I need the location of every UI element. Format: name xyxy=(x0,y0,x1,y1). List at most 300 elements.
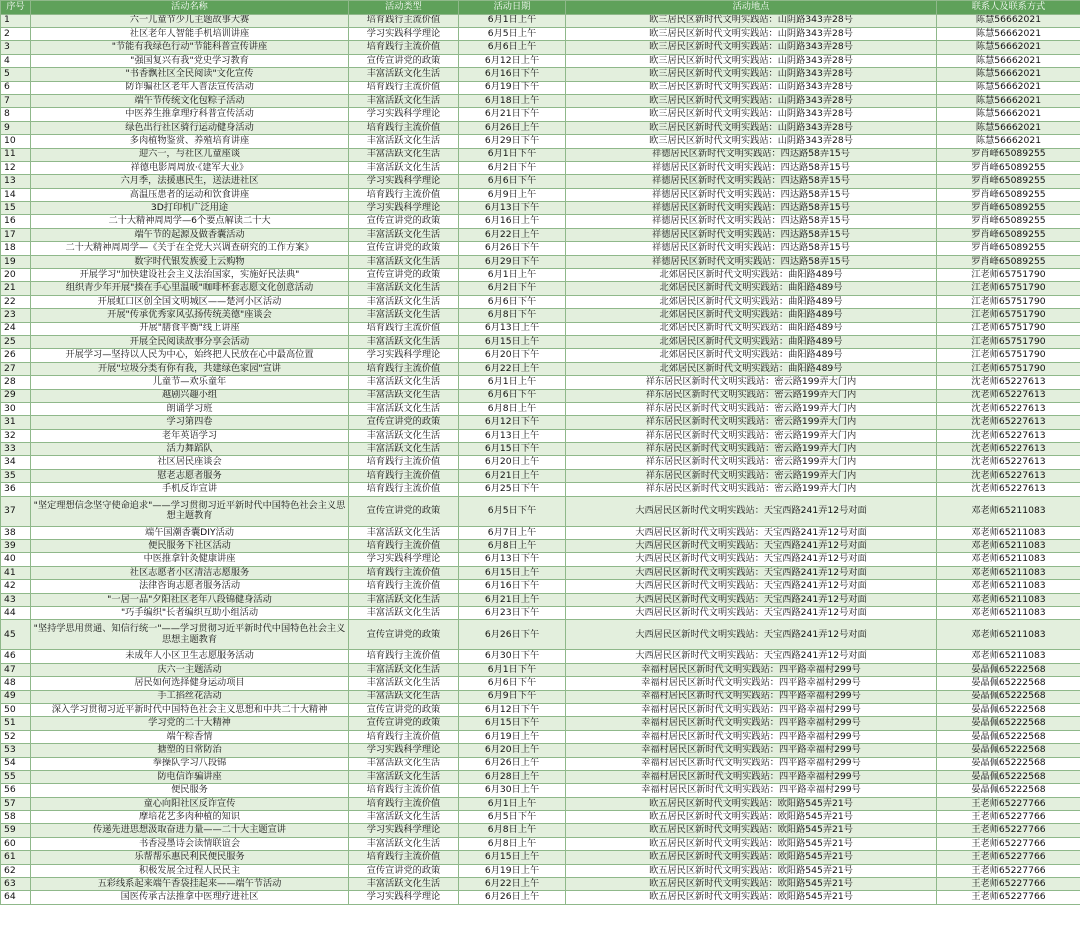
activity-date: 6月22日上午 xyxy=(459,362,566,375)
activity-type: 宣传宣讲党的政策 xyxy=(349,717,459,730)
table-row xyxy=(1,703,1080,716)
contact: 王老师65227766 xyxy=(937,824,1080,837)
row-index: 23 xyxy=(1,309,31,322)
activity-type: 丰富活跃文化生活 xyxy=(349,811,459,824)
header-activity-date: 活动日期 xyxy=(459,1,566,15)
activity-location: 大西居民区新时代文明实践站：天宝西路241弄12号对面 xyxy=(566,566,937,579)
row-index: 47 xyxy=(1,663,31,676)
contact: 王老师65227766 xyxy=(937,811,1080,824)
activity-date: 6月13日下午 xyxy=(459,202,566,215)
activity-location: 幸福村居民区新时代文明实践站：四平路幸福村299号 xyxy=(566,717,937,730)
contact: 沈老师65227613 xyxy=(937,469,1080,482)
row-index: 49 xyxy=(1,690,31,703)
table-row xyxy=(1,335,1080,348)
contact: 晏晶佩65222568 xyxy=(937,744,1080,757)
activity-location: 欧三居民区新时代文明实践站：山阴路343弄28号 xyxy=(566,68,937,81)
table-row xyxy=(1,269,1080,282)
table-row xyxy=(1,677,1080,690)
activity-name: 国医传承古法推拿中医理疗进社区 xyxy=(31,891,349,904)
activity-type: 丰富活跃文化生活 xyxy=(349,429,459,442)
activity-location: 幸福村居民区新时代文明实践站：四平路幸福村299号 xyxy=(566,744,937,757)
activity-type: 丰富活跃文化生活 xyxy=(349,402,459,415)
row-index: 8 xyxy=(1,108,31,121)
contact: 晏晶佩65222568 xyxy=(937,703,1080,716)
activity-date: 6月9日下午 xyxy=(459,690,566,703)
activity-date: 6月1日上午 xyxy=(459,269,566,282)
row-index: 55 xyxy=(1,770,31,783)
contact: 罗肖峰65089255 xyxy=(937,175,1080,188)
activity-type: 丰富活跃文化生活 xyxy=(349,228,459,241)
contact: 江老师65751790 xyxy=(937,295,1080,308)
activity-date: 6月13日上午 xyxy=(459,429,566,442)
row-index: 16 xyxy=(1,215,31,228)
activity-location: 祥德居民区新时代文明实践站：四达路58弄15号 xyxy=(566,148,937,161)
activity-location: 欧三居民区新时代文明实践站：山阴路343弄28号 xyxy=(566,108,937,121)
activity-location: 北郊居民区新时代文明实践站：曲阳路489号 xyxy=(566,322,937,335)
activity-type: 培育践行主流价值 xyxy=(349,322,459,335)
activity-type: 丰富活跃文化生活 xyxy=(349,148,459,161)
activity-date: 6月18日上午 xyxy=(459,94,566,107)
activity-date: 6月20日上午 xyxy=(459,744,566,757)
activity-type: 宣传宣讲党的政策 xyxy=(349,242,459,255)
row-index: 53 xyxy=(1,744,31,757)
activity-name: "书香飘社区全民阅读"文化宣传 xyxy=(31,68,349,81)
activity-date: 6月12日下午 xyxy=(459,703,566,716)
activity-date: 6月1日上午 xyxy=(459,376,566,389)
table-row xyxy=(1,553,1080,566)
row-index: 4 xyxy=(1,54,31,67)
row-index: 57 xyxy=(1,797,31,810)
activity-name: "强国复兴有我"党史学习教育 xyxy=(31,54,349,67)
row-index: 2 xyxy=(1,27,31,40)
activity-date: 6月26日下午 xyxy=(459,620,566,650)
activity-name: 祥德电影周周放·《建军大业》 xyxy=(31,161,349,174)
activity-location: 祥德居民区新时代文明实践站：四达路58弄15号 xyxy=(566,175,937,188)
table-row xyxy=(1,215,1080,228)
table-row xyxy=(1,757,1080,770)
row-index: 37 xyxy=(1,496,31,526)
activity-location: 欧五居民区新时代文明实践站：欧阳路545弄21号 xyxy=(566,851,937,864)
activity-location: 幸福村居民区新时代文明实践站：四平路幸福村299号 xyxy=(566,677,937,690)
activity-date: 6月2日下午 xyxy=(459,161,566,174)
table-row xyxy=(1,161,1080,174)
activity-location: 大西居民区新时代文明实践站：天宝西路241弄12号对面 xyxy=(566,496,937,526)
activity-type: 丰富活跃文化生活 xyxy=(349,135,459,148)
activity-location: 北郊居民区新时代文明实践站：曲阳路489号 xyxy=(566,282,937,295)
activity-name: 学习党的二十大精神 xyxy=(31,717,349,730)
header-activity-location: 活动地点 xyxy=(566,1,937,15)
activity-type: 培育践行主流价值 xyxy=(349,188,459,201)
row-index: 28 xyxy=(1,376,31,389)
table-row xyxy=(1,27,1080,40)
contact: 江老师65751790 xyxy=(937,349,1080,362)
contact: 沈老师65227613 xyxy=(937,376,1080,389)
table-row xyxy=(1,620,1080,650)
contact: 沈老师65227613 xyxy=(937,416,1080,429)
table-row xyxy=(1,851,1080,864)
table-row xyxy=(1,295,1080,308)
contact: 罗肖峰65089255 xyxy=(937,255,1080,268)
table-row xyxy=(1,607,1080,620)
table-row xyxy=(1,349,1080,362)
row-index: 40 xyxy=(1,553,31,566)
row-index: 22 xyxy=(1,295,31,308)
row-index: 15 xyxy=(1,202,31,215)
activity-date: 6月30日上午 xyxy=(459,784,566,797)
activity-date: 6月6日上午 xyxy=(459,41,566,54)
activity-location: 幸福村居民区新时代文明实践站：四平路幸福村299号 xyxy=(566,663,937,676)
activity-name: 端午粽香情 xyxy=(31,730,349,743)
activity-type: 学习实践科学理论 xyxy=(349,202,459,215)
row-index: 51 xyxy=(1,717,31,730)
contact: 罗肖峰65089255 xyxy=(937,242,1080,255)
activity-date: 6月28日上午 xyxy=(459,770,566,783)
activity-type: 学习实践科学理论 xyxy=(349,108,459,121)
activity-type: 丰富活跃文化生活 xyxy=(349,663,459,676)
activity-name: 学习第四卷 xyxy=(31,416,349,429)
contact: 邓老师65211083 xyxy=(937,580,1080,593)
activity-location: 幸福村居民区新时代文明实践站：四平路幸福村299号 xyxy=(566,690,937,703)
table-row xyxy=(1,690,1080,703)
contact: 罗肖峰65089255 xyxy=(937,215,1080,228)
activity-type: 丰富活跃文化生活 xyxy=(349,526,459,539)
row-index: 60 xyxy=(1,837,31,850)
activity-name: 开展全民阅读故事分享会活动 xyxy=(31,335,349,348)
row-index: 33 xyxy=(1,443,31,456)
contact: 陈慧56662021 xyxy=(937,68,1080,81)
activity-date: 6月19日上午 xyxy=(459,864,566,877)
row-index: 59 xyxy=(1,824,31,837)
activity-type: 学习实践科学理论 xyxy=(349,553,459,566)
activity-location: 幸福村居民区新时代文明实践站：四平路幸福村299号 xyxy=(566,784,937,797)
table-row xyxy=(1,483,1080,496)
activity-location: 欧三居民区新时代文明实践站：山阴路343弄28号 xyxy=(566,94,937,107)
activity-type: 丰富活跃文化生活 xyxy=(349,255,459,268)
activity-type: 丰富活跃文化生活 xyxy=(349,335,459,348)
activity-date: 6月13日上午 xyxy=(459,322,566,335)
table-row xyxy=(1,717,1080,730)
contact: 陈慧56662021 xyxy=(937,108,1080,121)
header-activity-type: 活动类型 xyxy=(349,1,459,15)
activity-type: 培育践行主流价值 xyxy=(349,650,459,663)
activity-date: 6月12日上午 xyxy=(459,54,566,67)
activity-name: 积极发展全过程人民民主 xyxy=(31,864,349,877)
activity-date: 6月6日下午 xyxy=(459,677,566,690)
activity-date: 6月19日下午 xyxy=(459,81,566,94)
table-row xyxy=(1,730,1080,743)
activity-type: 宣传宣讲党的政策 xyxy=(349,620,459,650)
contact: 罗肖峰65089255 xyxy=(937,228,1080,241)
table-row xyxy=(1,784,1080,797)
activity-location: 大西居民区新时代文明实践站：天宝西路241弄12号对面 xyxy=(566,553,937,566)
activity-date: 6月15日上午 xyxy=(459,851,566,864)
table-row xyxy=(1,744,1080,757)
contact: 邓老师65211083 xyxy=(937,526,1080,539)
table-row xyxy=(1,68,1080,81)
activity-location: 欧五居民区新时代文明实践站：欧阳路545弄21号 xyxy=(566,824,937,837)
table-row xyxy=(1,416,1080,429)
activity-location: 祥德居民区新时代文明实践站：四达路58弄15号 xyxy=(566,242,937,255)
contact: 罗肖峰65089255 xyxy=(937,148,1080,161)
activity-location: 欧三居民区新时代文明实践站：山阴路343弄28号 xyxy=(566,27,937,40)
row-index: 61 xyxy=(1,851,31,864)
activity-date: 6月6日下午 xyxy=(459,175,566,188)
activity-name: 搪塑的日常防治 xyxy=(31,744,349,757)
activity-name: 端午节传统文化包粽子活动 xyxy=(31,94,349,107)
activity-location: 欧五居民区新时代文明实践站：欧阳路545弄21号 xyxy=(566,891,937,904)
activity-type: 丰富活跃文化生活 xyxy=(349,282,459,295)
table-row xyxy=(1,148,1080,161)
activity-type: 培育践行主流价值 xyxy=(349,566,459,579)
activity-date: 6月20日下午 xyxy=(459,349,566,362)
table-row xyxy=(1,797,1080,810)
contact: 晏晶佩65222568 xyxy=(937,663,1080,676)
row-index: 11 xyxy=(1,148,31,161)
row-index: 19 xyxy=(1,255,31,268)
activity-location: 祥东居民区新时代文明实践站：密云路199弄大门内 xyxy=(566,443,937,456)
activity-name: "巧手编织"长者编织互助小组活动 xyxy=(31,607,349,620)
table-row xyxy=(1,188,1080,201)
activity-location: 欧三居民区新时代文明实践站：山阴路343弄28号 xyxy=(566,81,937,94)
activity-date: 6月29日下午 xyxy=(459,135,566,148)
activity-date: 6月16日下午 xyxy=(459,580,566,593)
activity-date: 6月26日下午 xyxy=(459,242,566,255)
activity-name: 乐帮帮乐惠民利民便民服务 xyxy=(31,851,349,864)
activity-location: 欧三居民区新时代文明实践站：山阴路343弄28号 xyxy=(566,135,937,148)
activity-location: 祥东居民区新时代文明实践站：密云路199弄大门内 xyxy=(566,389,937,402)
row-index: 44 xyxy=(1,607,31,620)
row-index: 50 xyxy=(1,703,31,716)
table-row xyxy=(1,580,1080,593)
activity-name: 庆六一主题活动 xyxy=(31,663,349,676)
activity-type: 培育践行主流价值 xyxy=(349,41,459,54)
row-index: 43 xyxy=(1,593,31,606)
activity-type: 宣传宣讲党的政策 xyxy=(349,864,459,877)
activity-location: 祥东居民区新时代文明实践站：密云路199弄大门内 xyxy=(566,416,937,429)
row-index: 26 xyxy=(1,349,31,362)
table-row xyxy=(1,94,1080,107)
activity-date: 6月1日下午 xyxy=(459,148,566,161)
activity-date: 6月26日上午 xyxy=(459,121,566,134)
contact: 邓老师65211083 xyxy=(937,593,1080,606)
activity-name: 居民如何选择健身运动项目 xyxy=(31,677,349,690)
contact: 陈慧56662021 xyxy=(937,41,1080,54)
activity-date: 6月8日上午 xyxy=(459,540,566,553)
activity-name: 便民服务 xyxy=(31,784,349,797)
table-row xyxy=(1,202,1080,215)
activity-name: 绿色出行社区骑行运动健身活动 xyxy=(31,121,349,134)
contact: 邓老师65211083 xyxy=(937,620,1080,650)
activity-name: 拳操队学习八段锦 xyxy=(31,757,349,770)
contact: 沈老师65227613 xyxy=(937,483,1080,496)
contact: 陈慧56662021 xyxy=(937,121,1080,134)
activity-location: 祥德居民区新时代文明实践站：四达路58弄15号 xyxy=(566,255,937,268)
row-index: 63 xyxy=(1,878,31,891)
header-row xyxy=(1,1,1080,15)
activity-name: 法律咨询志愿者服务活动 xyxy=(31,580,349,593)
contact: 邓老师65211083 xyxy=(937,553,1080,566)
activity-location: 幸福村居民区新时代文明实践站：四平路幸福村299号 xyxy=(566,730,937,743)
activity-date: 6月30日下午 xyxy=(459,650,566,663)
activity-date: 6月1日上午 xyxy=(459,797,566,810)
activity-type: 培育践行主流价值 xyxy=(349,362,459,375)
table-row xyxy=(1,469,1080,482)
activity-type: 培育践行主流价值 xyxy=(349,730,459,743)
table-row xyxy=(1,41,1080,54)
activity-type: 宣传宣讲党的政策 xyxy=(349,215,459,228)
contact: 江老师65751790 xyxy=(937,362,1080,375)
activity-type: 丰富活跃文化生活 xyxy=(349,607,459,620)
activity-name: "坚持学思用贯通、知信行统一"——学习贯彻习近平新时代中国特色社会主义思想主题教育 xyxy=(31,620,349,650)
contact: 陈慧56662021 xyxy=(937,81,1080,94)
activity-location: 大西居民区新时代文明实践站：天宝西路241弄12号对面 xyxy=(566,607,937,620)
activity-location: 北郊居民区新时代文明实践站：曲阳路489号 xyxy=(566,269,937,282)
contact: 晏晶佩65222568 xyxy=(937,770,1080,783)
table-row xyxy=(1,540,1080,553)
table-row xyxy=(1,309,1080,322)
table-row xyxy=(1,878,1080,891)
activity-location: 祥德居民区新时代文明实践站：四达路58弄15号 xyxy=(566,161,937,174)
activity-location: 祥东居民区新时代文明实践站：密云路199弄大门内 xyxy=(566,456,937,469)
table-row xyxy=(1,824,1080,837)
activity-name: 防诈骗社区老年人普法宣传活动 xyxy=(31,81,349,94)
activity-type: 丰富活跃文化生活 xyxy=(349,837,459,850)
activity-location: 欧三居民区新时代文明实践站：山阴路343弄28号 xyxy=(566,121,937,134)
contact: 沈老师65227613 xyxy=(937,456,1080,469)
activity-location: 祥东居民区新时代文明实践站：密云路199弄大门内 xyxy=(566,429,937,442)
activity-location: 祥东居民区新时代文明实践站：密云路199弄大门内 xyxy=(566,402,937,415)
activity-type: 宣传宣讲党的政策 xyxy=(349,416,459,429)
contact: 王老师65227766 xyxy=(937,837,1080,850)
table-row xyxy=(1,175,1080,188)
activity-location: 北郊居民区新时代文明实践站：曲阳路489号 xyxy=(566,362,937,375)
activity-name: 童心向阳社区反诈宣传 xyxy=(31,797,349,810)
row-index: 21 xyxy=(1,282,31,295)
activity-location: 幸福村居民区新时代文明实践站：四平路幸福村299号 xyxy=(566,703,937,716)
table-row xyxy=(1,255,1080,268)
activity-location: 祥德居民区新时代文明实践站：四达路58弄15号 xyxy=(566,228,937,241)
activity-name: 六月季，法援惠民生，送法进社区 xyxy=(31,175,349,188)
contact: 王老师65227766 xyxy=(937,878,1080,891)
activity-name: 开展学习—坚持以人民为中心，始终把人民放在心中最高位置 xyxy=(31,349,349,362)
activity-name: 摩培花艺多肉种植的知识 xyxy=(31,811,349,824)
table-row xyxy=(1,322,1080,335)
table-row xyxy=(1,496,1080,526)
row-index: 62 xyxy=(1,864,31,877)
table-row xyxy=(1,456,1080,469)
table-row xyxy=(1,429,1080,442)
activity-name: "一居一品"夕阳社区老年八段锦健身活动 xyxy=(31,593,349,606)
row-index: 52 xyxy=(1,730,31,743)
table-row xyxy=(1,891,1080,904)
activity-name: "节能有我绿色行动"节能科普宣传讲座 xyxy=(31,41,349,54)
activity-date: 6月12日下午 xyxy=(459,416,566,429)
activity-location: 欧五居民区新时代文明实践站：欧阳路545弄21号 xyxy=(566,837,937,850)
contact: 邓老师65211083 xyxy=(937,607,1080,620)
activity-type: 丰富活跃文化生活 xyxy=(349,677,459,690)
activity-name: "坚定理想信念坚守使命追求"——学习贯彻习近平新时代中国特色社会主义思想主题教育 xyxy=(31,496,349,526)
activity-location: 欧三居民区新时代文明实践站：山阴路343弄28号 xyxy=(566,41,937,54)
activity-type: 丰富活跃文化生活 xyxy=(349,376,459,389)
table-row xyxy=(1,121,1080,134)
row-index: 1 xyxy=(1,14,31,27)
table-row xyxy=(1,228,1080,241)
contact: 江老师65751790 xyxy=(937,322,1080,335)
activity-location: 欧五居民区新时代文明实践站：欧阳路545弄21号 xyxy=(566,797,937,810)
activity-name: 开展"膳食平衡"线上讲座 xyxy=(31,322,349,335)
activity-name: 3D打印机广泛用途 xyxy=(31,202,349,215)
row-index: 34 xyxy=(1,456,31,469)
activity-location: 祥东居民区新时代文明实践站：密云路199弄大门内 xyxy=(566,469,937,482)
activity-name: 高温压患者的运动和饮食讲座 xyxy=(31,188,349,201)
activity-type: 学习实践科学理论 xyxy=(349,824,459,837)
table-row xyxy=(1,443,1080,456)
activity-name: 老年英语学习 xyxy=(31,429,349,442)
activity-name: 便民服务下社区活动 xyxy=(31,540,349,553)
contact: 邓老师65211083 xyxy=(937,650,1080,663)
contact: 陈慧56662021 xyxy=(937,135,1080,148)
table-row xyxy=(1,663,1080,676)
table-row xyxy=(1,242,1080,255)
table-row xyxy=(1,593,1080,606)
activity-type: 丰富活跃文化生活 xyxy=(349,68,459,81)
activity-date: 6月8日下午 xyxy=(459,309,566,322)
row-index: 10 xyxy=(1,135,31,148)
header-contact: 联系人及联系方式 xyxy=(937,1,1080,15)
contact: 陈慧56662021 xyxy=(937,54,1080,67)
table-row xyxy=(1,135,1080,148)
row-index: 25 xyxy=(1,335,31,348)
row-index: 42 xyxy=(1,580,31,593)
contact: 晏晶佩65222568 xyxy=(937,757,1080,770)
activity-name: 中医养生推拿理疗科普宣传活动 xyxy=(31,108,349,121)
activity-type: 丰富活跃文化生活 xyxy=(349,593,459,606)
row-index: 7 xyxy=(1,94,31,107)
row-index: 64 xyxy=(1,891,31,904)
activity-date: 6月21日下午 xyxy=(459,108,566,121)
contact: 罗肖峰65089255 xyxy=(937,188,1080,201)
activity-date: 6月2日下午 xyxy=(459,282,566,295)
activity-name: 开展虹口区创全国文明城区——楚河小区活动 xyxy=(31,295,349,308)
contact: 罗肖峰65089255 xyxy=(937,161,1080,174)
row-index: 39 xyxy=(1,540,31,553)
activity-type: 学习实践科学理论 xyxy=(349,27,459,40)
activity-type: 培育践行主流价值 xyxy=(349,14,459,27)
activity-name: 数字时代银发族爱上云购物 xyxy=(31,255,349,268)
activity-name: 端午国潮香囊DIY活动 xyxy=(31,526,349,539)
activity-type: 丰富活跃文化生活 xyxy=(349,94,459,107)
activity-location: 大西居民区新时代文明实践站：天宝西路241弄12号对面 xyxy=(566,580,937,593)
activity-type: 丰富活跃文化生活 xyxy=(349,443,459,456)
row-index: 38 xyxy=(1,526,31,539)
activity-location: 大西居民区新时代文明实践站：天宝西路241弄12号对面 xyxy=(566,593,937,606)
activity-type: 培育践行主流价值 xyxy=(349,580,459,593)
activity-name: 端午节的起源及做香囊活动 xyxy=(31,228,349,241)
activity-location: 北郊居民区新时代文明实践站：曲阳路489号 xyxy=(566,349,937,362)
activity-date: 6月8日上午 xyxy=(459,402,566,415)
activity-date: 6月26日上午 xyxy=(459,757,566,770)
contact: 沈老师65227613 xyxy=(937,429,1080,442)
activity-type: 丰富活跃文化生活 xyxy=(349,757,459,770)
activity-date: 6月1日上午 xyxy=(459,14,566,27)
activity-location: 幸福村居民区新时代文明实践站：四平路幸福村299号 xyxy=(566,757,937,770)
activity-location: 欧五居民区新时代文明实践站：欧阳路545弄21号 xyxy=(566,878,937,891)
activity-name: 开展"传承优秀家风弘扬传统美德"座谈会 xyxy=(31,309,349,322)
header-activity-name: 活动名称 xyxy=(31,1,349,15)
contact: 邓老师65211083 xyxy=(937,566,1080,579)
contact: 陈慧56662021 xyxy=(937,14,1080,27)
activity-name: 活力舞蹈队 xyxy=(31,443,349,456)
